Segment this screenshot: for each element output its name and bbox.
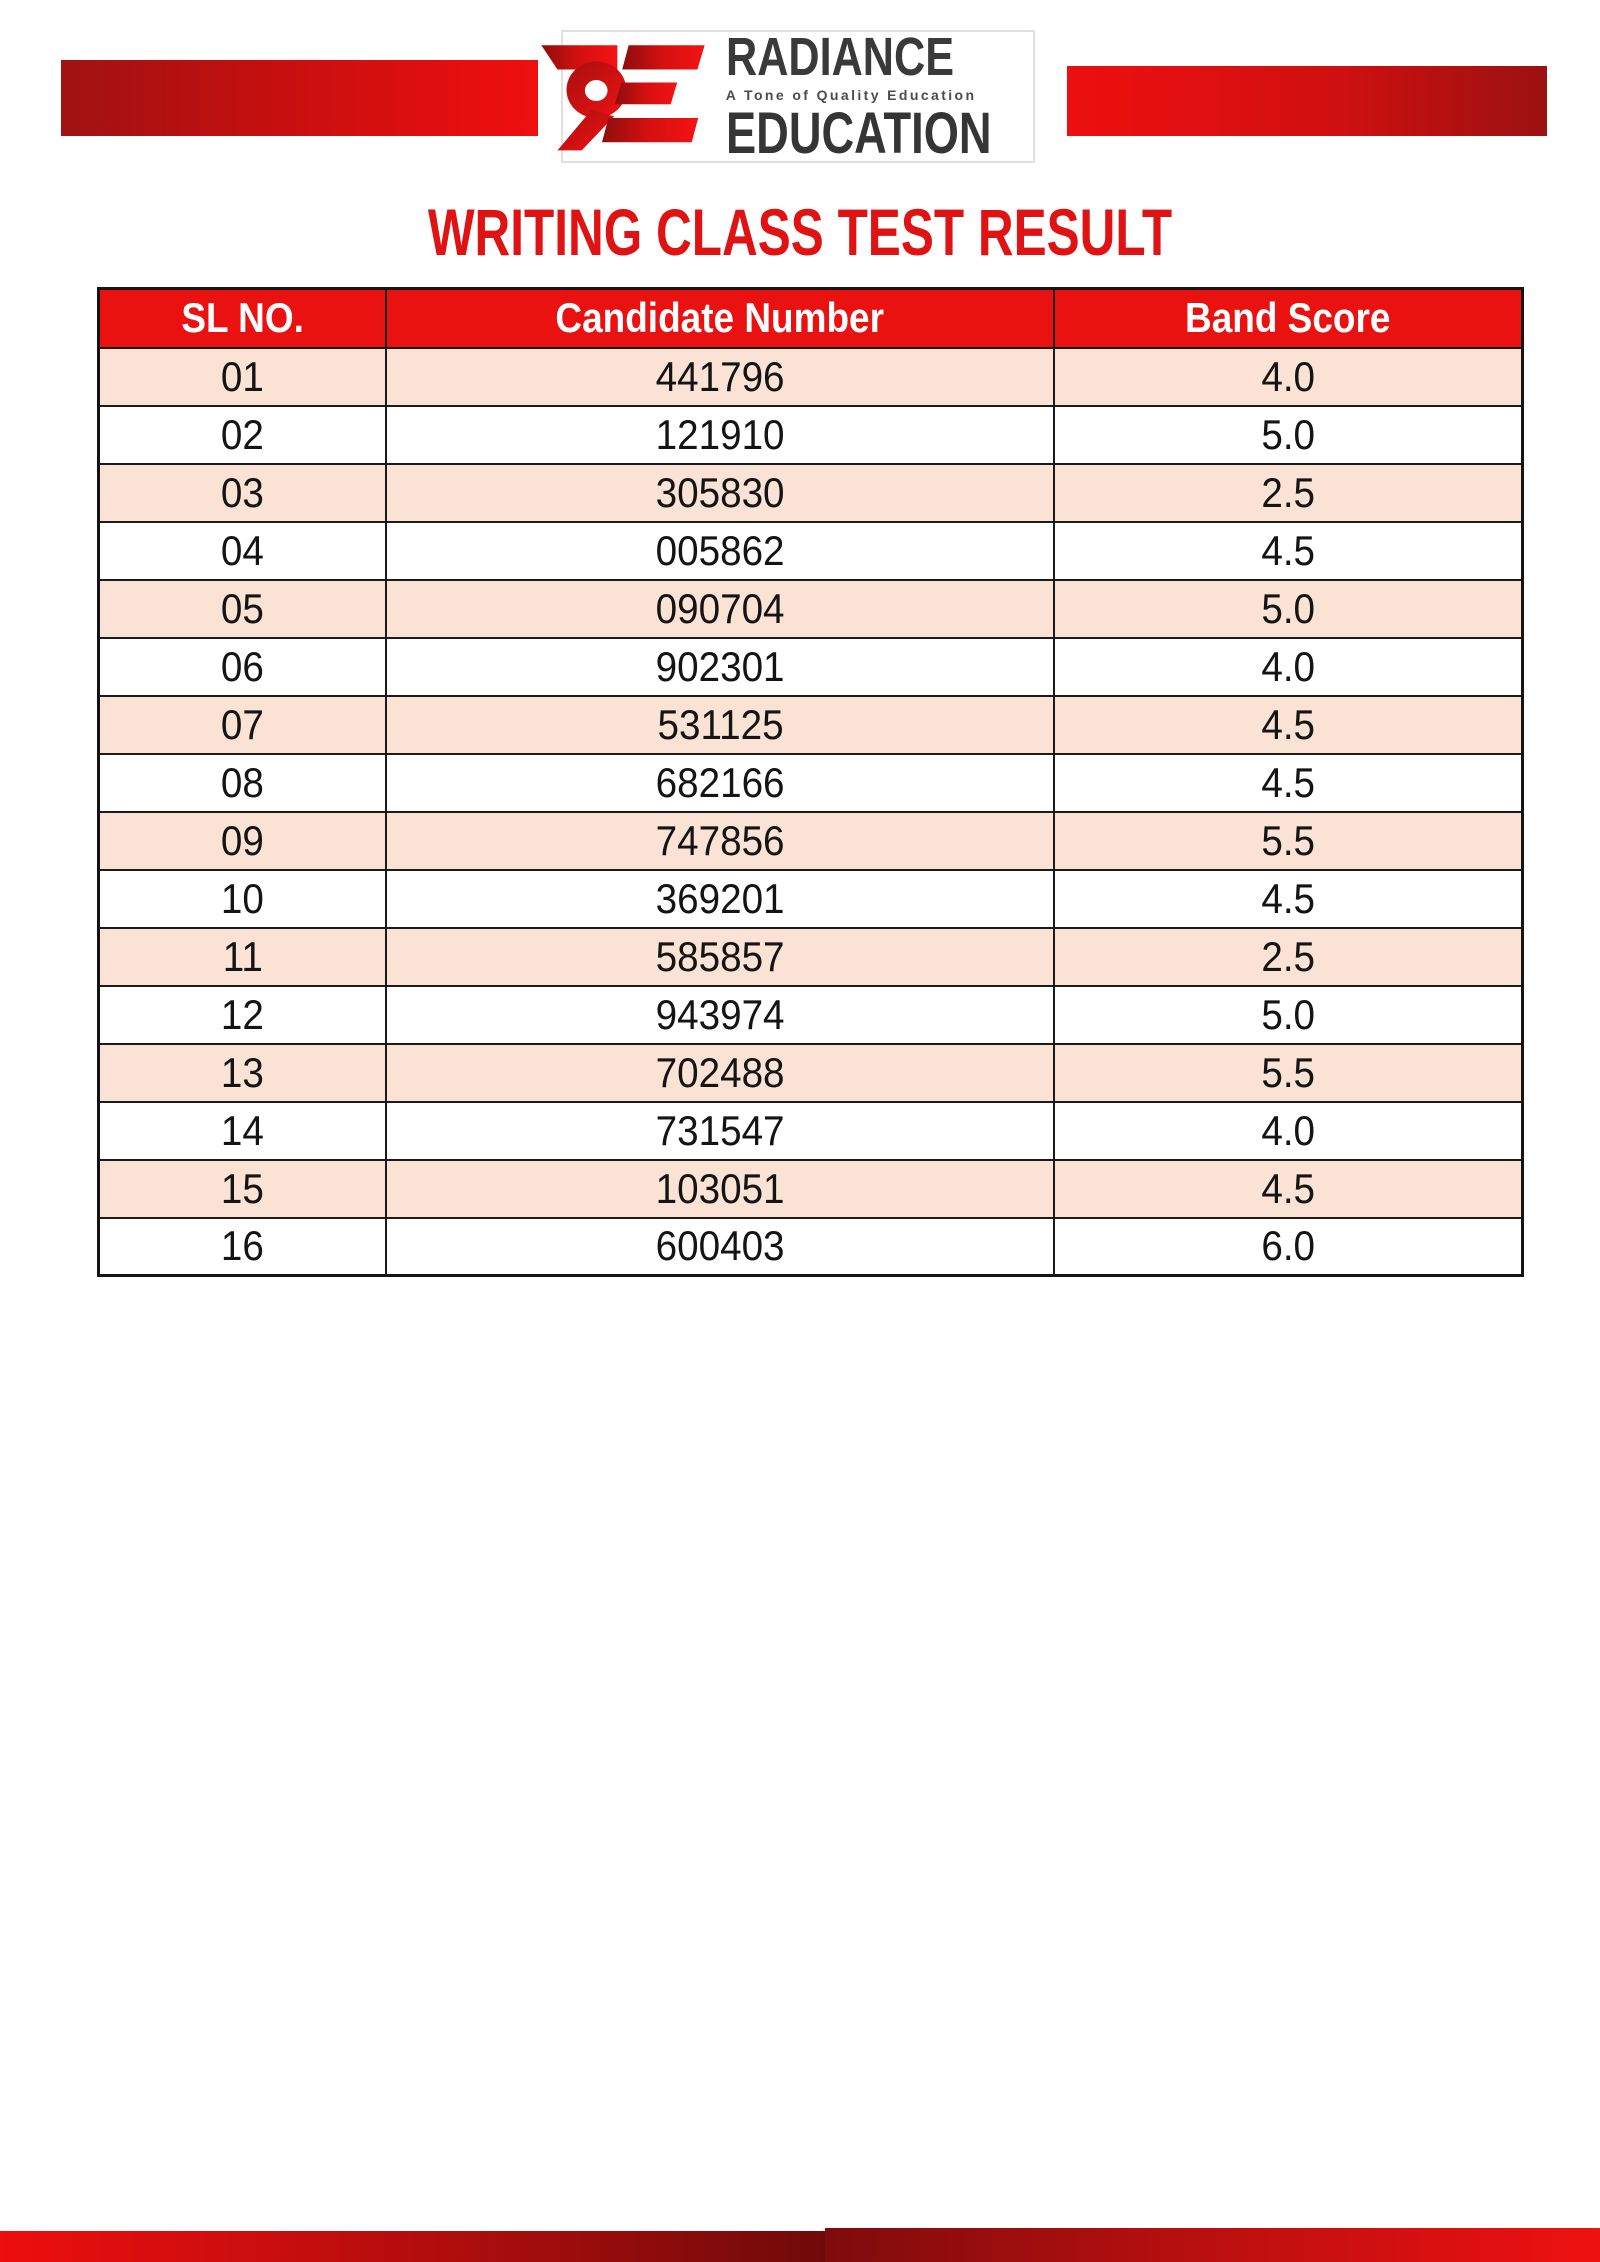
band-score-cell: 4.0 bbox=[1054, 1102, 1523, 1160]
logo bbox=[561, 27, 1035, 166]
candidate-number-cell: 585857 bbox=[386, 928, 1054, 986]
results-table-container bbox=[97, 287, 1524, 1277]
results-table bbox=[97, 287, 1524, 1277]
table-row bbox=[99, 870, 1523, 928]
candidate-number-cell: 103051 bbox=[386, 1160, 1054, 1218]
candidate-number-cell: 441796 bbox=[386, 348, 1054, 406]
candidate-number-cell: 005862 bbox=[386, 522, 1054, 580]
candidate-number-cell: 943974 bbox=[386, 986, 1054, 1044]
sl-no-cell: 11 bbox=[99, 928, 387, 986]
band-score-cell: 6.0 bbox=[1054, 1218, 1523, 1276]
band-score-cell: 5.0 bbox=[1054, 580, 1523, 638]
table-header-row bbox=[99, 289, 1523, 348]
candidate-number-cell: 600403 bbox=[386, 1218, 1054, 1276]
candidate-number-cell: 090704 bbox=[386, 580, 1054, 638]
table-row bbox=[99, 986, 1523, 1044]
table-row bbox=[99, 580, 1523, 638]
sl-no-cell: 07 bbox=[99, 696, 387, 754]
table-row bbox=[99, 1102, 1523, 1160]
table-row bbox=[99, 812, 1523, 870]
column-header-band-score: Band Score bbox=[1054, 289, 1523, 348]
sl-no-cell: 12 bbox=[99, 986, 387, 1044]
results-table-body bbox=[99, 348, 1523, 1276]
column-header-candidate-number: Candidate Number bbox=[386, 289, 1054, 348]
sl-no-cell: 06 bbox=[99, 638, 387, 696]
table-row bbox=[99, 696, 1523, 754]
band-score-cell: 5.0 bbox=[1054, 406, 1523, 464]
band-score-cell: 4.5 bbox=[1054, 870, 1523, 928]
header-red-bar-right bbox=[1067, 66, 1547, 136]
band-score-cell: 4.5 bbox=[1054, 522, 1523, 580]
logo-text bbox=[725, 27, 1066, 166]
sl-no-cell: 16 bbox=[99, 1218, 387, 1276]
sl-no-cell: 05 bbox=[99, 580, 387, 638]
candidate-number-cell: 369201 bbox=[386, 870, 1054, 928]
candidate-number-cell: 731547 bbox=[386, 1102, 1054, 1160]
header-red-bar-left bbox=[61, 60, 538, 136]
sl-no-cell: 15 bbox=[99, 1160, 387, 1218]
brand-name-radiance: RADIANCE bbox=[725, 27, 954, 87]
candidate-number-cell: 531125 bbox=[386, 696, 1054, 754]
re-monogram-icon bbox=[530, 38, 716, 156]
sl-no-cell: 10 bbox=[99, 870, 387, 928]
table-row bbox=[99, 1160, 1523, 1218]
candidate-number-cell: 121910 bbox=[386, 406, 1054, 464]
sl-no-cell: 09 bbox=[99, 812, 387, 870]
sl-no-cell: 01 bbox=[99, 348, 387, 406]
candidate-number-cell: 305830 bbox=[386, 464, 1054, 522]
page-title: WRITING CLASS TEST RESULT bbox=[427, 195, 1173, 269]
table-row bbox=[99, 1218, 1523, 1276]
brand-name-education: EDUCATION bbox=[725, 101, 992, 166]
candidate-number-cell: 682166 bbox=[386, 754, 1054, 812]
band-score-cell: 5.5 bbox=[1054, 812, 1523, 870]
table-row bbox=[99, 348, 1523, 406]
sl-no-cell: 03 bbox=[99, 464, 387, 522]
column-header-sl-no: SL NO. bbox=[99, 289, 387, 348]
band-score-cell: 5.5 bbox=[1054, 1044, 1523, 1102]
sl-no-cell: 02 bbox=[99, 406, 387, 464]
candidate-number-cell: 702488 bbox=[386, 1044, 1054, 1102]
candidate-number-cell: 747856 bbox=[386, 812, 1054, 870]
band-score-cell: 4.5 bbox=[1054, 1160, 1523, 1218]
table-row bbox=[99, 406, 1523, 464]
band-score-cell: 4.0 bbox=[1054, 348, 1523, 406]
band-score-cell: 2.5 bbox=[1054, 928, 1523, 986]
band-score-cell: 4.5 bbox=[1054, 754, 1523, 812]
band-score-cell: 2.5 bbox=[1054, 464, 1523, 522]
band-score-cell: 4.0 bbox=[1054, 638, 1523, 696]
footer-red-bar-right bbox=[825, 2228, 1600, 2262]
brand-tagline: A Tone of Quality Education bbox=[725, 87, 977, 103]
table-row bbox=[99, 522, 1523, 580]
band-score-cell: 5.0 bbox=[1054, 986, 1523, 1044]
table-row bbox=[99, 464, 1523, 522]
sl-no-cell: 13 bbox=[99, 1044, 387, 1102]
sl-no-cell: 08 bbox=[99, 754, 387, 812]
table-row bbox=[99, 638, 1523, 696]
band-score-cell: 4.5 bbox=[1054, 696, 1523, 754]
table-row bbox=[99, 754, 1523, 812]
table-row bbox=[99, 928, 1523, 986]
candidate-number-cell: 902301 bbox=[386, 638, 1054, 696]
table-row bbox=[99, 1044, 1523, 1102]
footer-red-bar-left bbox=[0, 2231, 825, 2262]
sl-no-cell: 04 bbox=[99, 522, 387, 580]
sl-no-cell: 14 bbox=[99, 1102, 387, 1160]
